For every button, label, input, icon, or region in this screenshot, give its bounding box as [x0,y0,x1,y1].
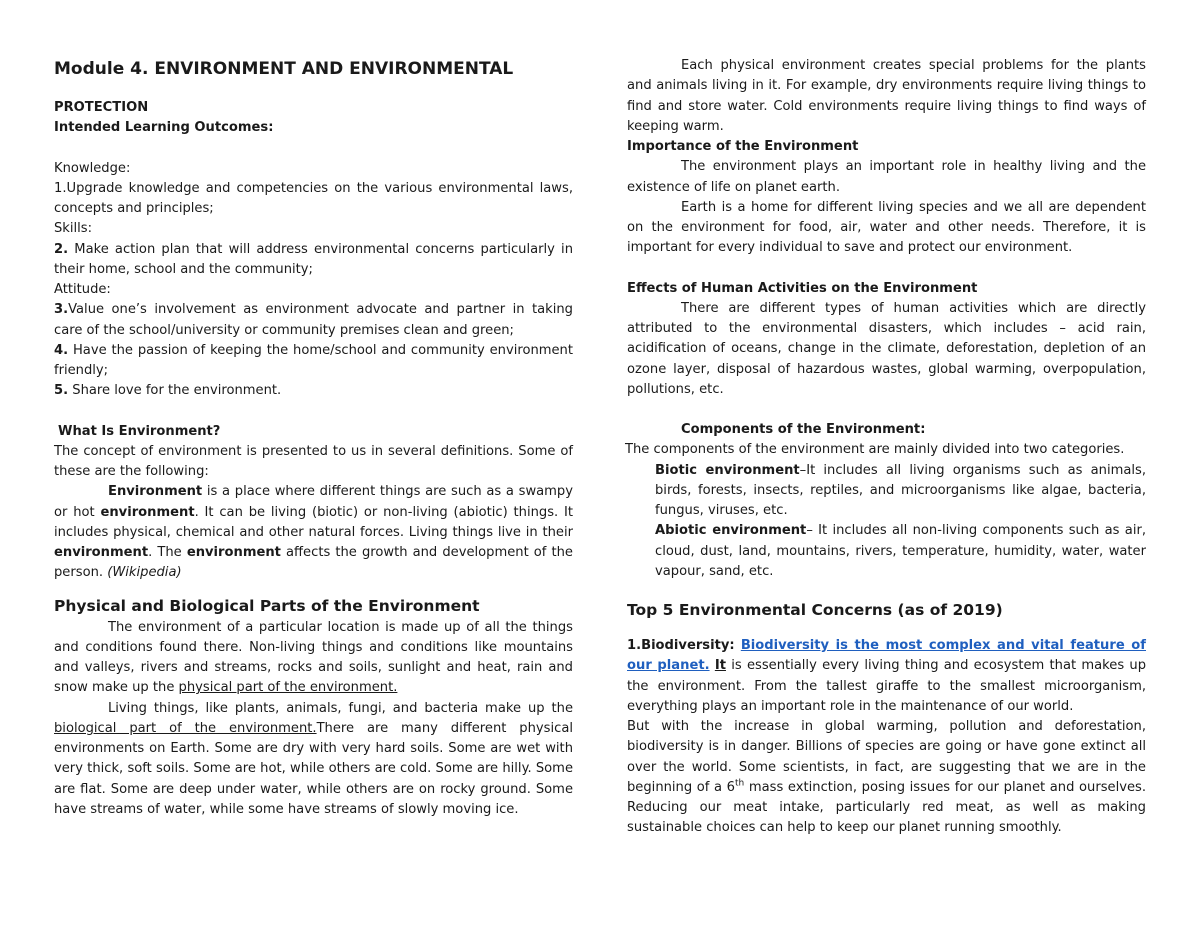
item-text: Make action plan that will address environmental concerns particularly in their home, school and the community; [54,241,573,277]
biodiversity-link[interactable]: Biodiversity is the most complex and vital feature of our planet. [627,638,1146,674]
knowledge-item-1: 1.Upgrade knowledge and competencies on the various environmental laws, concepts and principles; [54,180,573,216]
importance-paragraph-1: The environment plays an important role in healthy living and the existence of life on planet earth. [627,159,1146,195]
biodiversity-paragraph-2 [627,717,1146,839]
def-text: . The [148,545,187,560]
abiotic-item [627,521,1146,582]
biotic-label: Biotic environment [655,462,800,478]
skills-label: Skills: [54,221,93,237]
item-number: 3. [54,302,69,318]
physical-paragraph [54,618,573,699]
biotic-item [627,461,1146,522]
effects-paragraph: There are different types of human activities which are directly attributed to the environmental disasters, which includes – acid rain, acidification of oceans, change in the climate, deforestation, depletion of an ozone layer, disposal of hazardous wastes, global warming, overpopulation, pollutions, etc. [627,300,1146,397]
right-column [627,56,1146,839]
biological-paragraph [54,699,573,821]
knowledge-label: Knowledge: [54,160,131,176]
importance-heading: Importance of the Environment [627,139,859,154]
item-number: 4. [54,342,69,358]
effects-heading: Effects of Human Activities on the Environment [627,280,978,296]
item-number: 2. [54,241,69,257]
def-term: environment [100,504,195,520]
module-title-continued: PROTECTION [54,100,149,115]
def-term: environment [186,545,281,560]
module-title: Module 4. ENVIRONMENT AND ENVIRONMENTAL [54,59,514,79]
para-text: The environment of a particular location is made up of all the things and conditions found there. Non-living things and conditions like mountains and valleys, rivers and streams, rocks and soils, sunlight and heat, rain and snow make up the [54,619,573,696]
biotic-text: –It includes all living organisms such as animals, birds, forests, insects, reptiles, and microorganisms like algae, bacteria, fungus, viruses, etc. [655,462,1147,518]
ordinal-suffix: th [735,778,745,789]
physical-part-term: physical part of the environment. [178,680,398,696]
para-text: mass extinction, posing issues for our planet and ourselves. Reducing our meat intake, particularly red meat, as well as making sustainable choices can help to keep our planet running smoothly. [627,779,1147,836]
para-text: There are many different physical environments on Earth. Some are dry with very hard soils. Some are wet with very thick, soft soils. Some are hot, while others are cold. Some are hilly. Some are flat. Some are deep under water, while others are on rocky ground. Some have streams of water, while some have streams of slowly moving ice. [54,720,573,817]
item-text: Have the passion of keeping the home/school and community environment friendly; [54,342,573,378]
biological-part-term: biological part of the environment. [54,720,317,736]
components-heading: Components of the Environment: [681,422,926,437]
biodiversity-it: It [714,658,726,674]
def-text: . It can be living (biotic) or non-living (abiotic) things. It includes physical, chemical and other natural forces. Living things live in their [54,504,573,540]
abiotic-label: Abiotic environment [655,523,807,539]
what-is-intro: The concept of environment is presented to us in several definitions. Some of these are the following: [54,443,573,479]
def-text: is a place where different things are such as a swampy or hot [54,484,573,520]
item-text: Share love for the environment. [68,383,282,399]
para-text: But with the increase in global warming, pollution and deforestation, biodiversity is in danger. Billions of species are going or have gone extinct all over the world. Some scientists, in fact, are suggesting that we are in the beginning of a 6 [627,719,1146,795]
item-number: 5. [54,383,69,399]
skills-item-2 [54,240,573,281]
attitude-item-3 [54,300,573,341]
abiotic-text: – It includes all non-living components such as air, cloud, dust, land, mountains, rivers, temperature, humidity, water, water vapour, sand, etc. [655,523,1146,579]
biodiversity-paragraph [627,636,1146,717]
components-intro: The components of the environment are mainly divided into two categories. [625,442,1125,458]
def-term: environment [54,545,149,560]
attitude-item-4 [54,341,573,382]
environment-definition [54,482,573,583]
problems-paragraph: Each physical environment creates special problems for the plants and animals living in it. For example, dry environments require living things to find and store water. Cold environments require living things to find ways of keeping warm. [627,58,1146,134]
left-column [54,56,573,820]
physical-biological-heading: Physical and Biological Parts of the Environment [54,596,480,615]
def-source: (Wikipedia) [107,565,182,581]
para-text: Living things, like plants, animals, fungi, and bacteria make up the [108,700,573,716]
ilo-heading: Intended Learning Outcomes: [54,120,274,136]
item-text: Value one’s involvement as environment advocate and partner in taking care of the school/university or community premises clean and green; [54,302,573,338]
biodiversity-text: is essentially every living thing and ecosystem that makes up the environment. From the tallest giraffe to the smallest microorganism, everything plays an important role in the maintenance of our world. [627,658,1147,714]
top5-heading: Top 5 Environmental Concerns (as of 2019) [627,601,1003,619]
biodiversity-label: 1.Biodiversity: [627,638,735,653]
def-term: Environment [108,484,203,500]
what-is-environment-heading: What Is Environment? [58,423,221,439]
attitude-label: Attitude: [54,282,111,297]
importance-paragraph-2: Earth is a home for different living species and we all are dependent on the environment for food, air, water and other needs. Therefore, it is important for every individual to save and protect our environment. [627,199,1146,256]
attitude-item-5 [54,381,573,401]
def-text: affects the growth and development of the person. [54,545,573,581]
